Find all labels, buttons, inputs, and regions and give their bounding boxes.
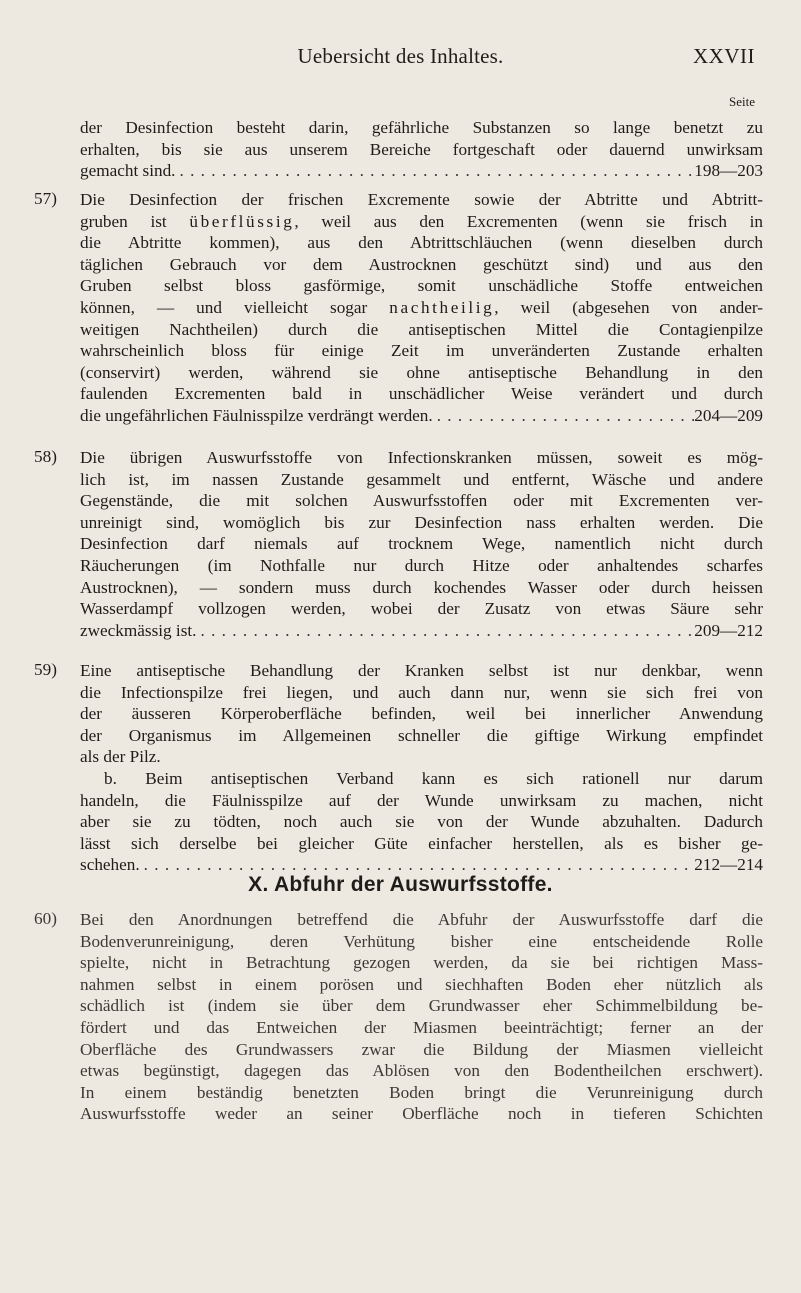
text-line: die Infectionspilze frei liegen, und auch dann nur, wenn sie sich frei von [80, 682, 763, 702]
page-title: Uebersicht des Inhaltes. [297, 44, 504, 68]
text-line: wahrscheinlich bloss für einige Zeit im unveränderten Zustande erhalten [80, 341, 763, 361]
text-line: erhalten, bis sie aus unserem Bereiche fortgeschaft oder dauernd unwirksam [80, 139, 763, 159]
text-line: faulenden Excrementen bald in unschädlicher Weise verändert und durch [80, 384, 763, 404]
text-line: Auswurfsstoffe weder an seiner Oberfläche noch in tieferen Schichten [80, 1104, 763, 1124]
text-line: spielte, nicht in Betrachtung gezogen werden, da sie bei richtigen Mass- [80, 953, 763, 973]
seite-label: Seite [729, 94, 755, 109]
text-line [80, 211, 763, 233]
text-line: fördert und das Entweichen der Miasmen beeinträchtigt; ferner an der [80, 1017, 763, 1037]
leader-dots [433, 405, 695, 427]
section-heading: X. Abfuhr der Auswurfsstoffe. [248, 873, 553, 896]
text-line: Räucherungen (im Nothfalle nur durch Hitze oder anhaltendes scharfes [80, 555, 763, 575]
text-line: Oberfläche des Grundwassers zwar die Bildung der Miasmen vielleicht [80, 1039, 763, 1059]
text-line: Gegenstände, die mit solchen Auswurfsstoffen oder mit Excrementen ver- [80, 491, 763, 511]
text-line: gemacht sind. [80, 161, 176, 181]
page-number: XXVII [693, 44, 755, 68]
entry-number: 59) [34, 660, 57, 679]
text-line: täglichen Gebrauch vor dem Austrocknen geschützt sind) und aus den [80, 254, 763, 274]
text-run: , weil aus den Excrementen (wenn sie frisch in [294, 211, 763, 231]
text-line: lich ist, im nassen Zustande gesammelt und entfernt, Wäsche und andere [80, 469, 763, 489]
text-line: (conservirt) werden, während sie ohne antiseptische Behandlung in den [80, 362, 763, 382]
text-line: Wasserdampf vollzogen werden, wobei der Zusatz von etwas Säure sehr [80, 599, 763, 619]
entry-last-line [80, 405, 763, 427]
text-run: können, — und vielleicht sogar [80, 297, 390, 317]
text-line: lässt sich derselbe bei gleicher Güte einfacher herstellen, als es bisher ge- [80, 833, 763, 853]
text-run: , weil (abgesehen von ander- [494, 297, 763, 317]
text-run: gruben ist [80, 211, 190, 231]
text-line: handeln, die Fäulnisspilze auf der Wunde unwirksam zu machen, nicht [80, 790, 763, 810]
entry-number: 57) [34, 189, 57, 208]
text-line: aber sie zu tödten, noch auch sie von der Wunde abzuhalten. Dadurch [80, 812, 763, 832]
text-line: die ungefährlichen Fäulnisspilze verdrängt werden. [80, 405, 433, 425]
entry-58 [80, 447, 763, 641]
emphasized-word: überflüssig [189, 211, 295, 231]
text-line: nahmen selbst in einem porösen und siechhaften Boden eher nützlich als [80, 974, 763, 994]
text-line: schädlich ist (indem sie über dem Grundwasser eher Schimmelbildung be- [80, 996, 763, 1016]
emphasized-word: nachtheilig [389, 297, 495, 317]
text-line: weitigen Nachtheilen) durch die antiseptischen Mittel die Contagienpilze [80, 319, 763, 339]
text-line: die Abtritte kommen), aus den Abtrittschläuchen (wenn dieselben durch [80, 233, 763, 253]
text-line: der Organismus im Allgemeinen schneller die giftige Wirkung empfindet [80, 725, 763, 745]
entry-last-line [80, 160, 763, 182]
text-line: Bei den Anordnungen betreffend die Abfuhr der Auswurfsstoffe darf die [80, 910, 763, 929]
entry-59 [80, 660, 763, 876]
text-line: Austrocknen), — sondern muss durch kochendes Wasser oder durch heissen [80, 577, 763, 597]
text-line: unreinigt sind, womöglich bis zur Desinfection nass erhalten werden. Die [80, 512, 763, 532]
text-line [80, 297, 763, 319]
entry-number: 58) [34, 447, 57, 466]
entry-last-line [80, 620, 763, 642]
text-line: der Desinfection besteht darin, gefährliche Substanzen so lange benetzt zu [80, 118, 763, 137]
text-line: zweckmässig ist. [80, 620, 197, 640]
entry-continuation [80, 117, 763, 182]
text-line: In einem beständig benetzten Boden bringt die Verunreinigung durch [80, 1082, 763, 1102]
page-range: 212—214 [694, 855, 763, 875]
page-range: 209—212 [694, 620, 763, 640]
leader-dots [175, 160, 694, 182]
text-line: Die Desinfection der frischen Excremente sowie der Abtritte und Abtritt- [80, 190, 763, 209]
text-line: Gruben selbst bloss gasförmige, somit unschädliche Stoffe entweichen [80, 276, 763, 296]
leader-dots [196, 620, 694, 642]
text-line: Die übrigen Auswurfsstoffe von Infectionskranken müssen, soweit es mög- [80, 448, 763, 467]
text-line: der äusseren Körperoberfläche befinden, weil bei innerlicher Anwendung [80, 704, 763, 724]
text-line: als der Pilz. [80, 747, 161, 767]
text-line: Desinfection darf niemals auf trocknem Wege, namentlich nicht durch [80, 534, 763, 554]
text-line: Eine antiseptische Behandlung der Kranken selbst ist nur denkbar, wenn [80, 661, 763, 680]
text-line: b. Beim antiseptischen Verband kann es sich rationell nur darum [104, 768, 763, 788]
entry-number: 60) [34, 909, 57, 928]
text-line: Bodenverunreinigung, deren Verhütung bisher eine entscheidende Rolle [80, 931, 763, 951]
page-range: 198—203 [694, 161, 763, 181]
entry-57 [80, 189, 763, 427]
text-line: etwas begünstigt, dagegen das Ablösen von den Bodentheilchen erschwert). [80, 1061, 763, 1081]
page-range: 204—209 [694, 405, 763, 425]
entry-60 [80, 909, 763, 1125]
text-line: schehen. [80, 855, 140, 875]
running-head [0, 44, 801, 74]
